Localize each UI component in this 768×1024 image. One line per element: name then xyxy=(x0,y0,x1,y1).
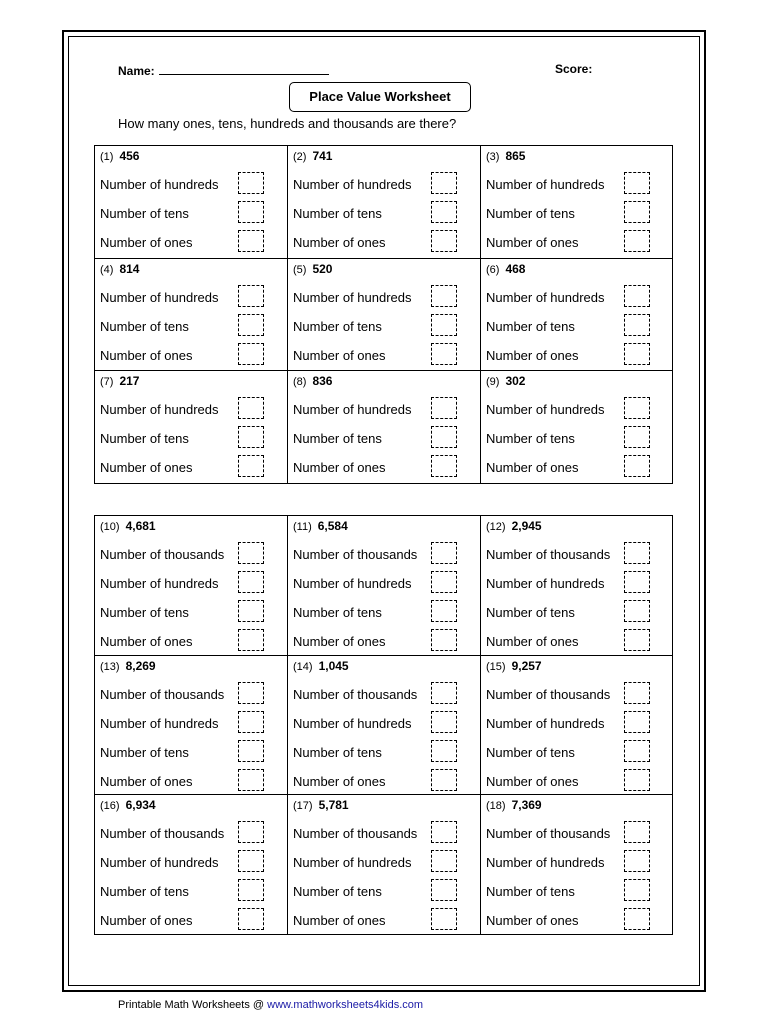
answer-box-tens[interactable] xyxy=(624,201,650,223)
answer-box-ones[interactable] xyxy=(431,908,457,930)
place-label-hundreds: Number of hundreds xyxy=(293,289,412,305)
place-label-tens: Number of tens xyxy=(293,884,382,899)
place-label-tens: Number of tens xyxy=(486,206,575,221)
answer-box-tens[interactable] xyxy=(431,600,457,622)
answer-box-hundreds[interactable] xyxy=(624,850,650,872)
answer-box-thousands[interactable] xyxy=(238,542,264,564)
problem-number: 865 xyxy=(505,149,526,163)
answer-box-ones[interactable] xyxy=(238,908,264,930)
answer-box-thousands[interactable] xyxy=(624,542,650,564)
problem-number: 9,257 xyxy=(511,658,542,673)
problem-cell xyxy=(94,370,288,484)
answer-box-hundreds[interactable] xyxy=(431,711,457,733)
problem-number: 741 xyxy=(312,149,333,163)
answer-box-thousands[interactable] xyxy=(624,821,650,843)
problem-cell xyxy=(480,370,673,484)
place-label-ones: Number of ones xyxy=(293,347,386,363)
answer-box-ones[interactable] xyxy=(238,343,264,365)
problem-cell xyxy=(287,145,481,259)
place-label-hundreds: Number of hundreds xyxy=(100,576,219,591)
answer-box-hundreds[interactable] xyxy=(624,571,650,593)
answer-box-ones[interactable] xyxy=(624,769,650,791)
answer-box-ones[interactable] xyxy=(624,455,650,477)
problem-number: 520 xyxy=(312,261,333,276)
problem-header xyxy=(293,519,348,533)
problem-index: (17) xyxy=(293,800,313,812)
answer-box-tens[interactable] xyxy=(431,314,457,336)
answer-box-ones[interactable] xyxy=(431,343,457,365)
answer-box-ones[interactable] xyxy=(238,230,264,252)
place-label-hundreds: Number of hundreds xyxy=(486,855,605,870)
place-label-ones: Number of ones xyxy=(293,913,386,928)
place-label-ones: Number of ones xyxy=(293,773,386,789)
problem-cell xyxy=(94,655,288,796)
place-label-ones: Number of ones xyxy=(486,913,579,928)
place-label-ones: Number of ones xyxy=(100,913,193,928)
place-label-ones: Number of ones xyxy=(100,235,193,250)
answer-box-ones[interactable] xyxy=(431,769,457,791)
problem-header xyxy=(100,659,156,673)
place-label-thousands: Number of thousands xyxy=(293,686,418,702)
problem-cell xyxy=(287,794,481,935)
problem-number: 217 xyxy=(119,374,140,388)
place-label-hundreds: Number of hundreds xyxy=(486,289,605,305)
problem-header xyxy=(100,374,139,388)
place-label-tens: Number of tens xyxy=(100,884,189,899)
problem-number: 836 xyxy=(312,374,333,388)
problem-index: (6) xyxy=(486,263,500,276)
place-label-thousands: Number of thousands xyxy=(486,547,611,562)
answer-box-tens[interactable] xyxy=(624,314,650,336)
problem-cell xyxy=(287,258,481,372)
problem-index: (2) xyxy=(293,151,307,163)
answer-box-hundreds[interactable] xyxy=(431,172,457,194)
place-label-ones: Number of ones xyxy=(293,460,386,475)
answer-box-tens[interactable] xyxy=(238,201,264,223)
answer-box-ones[interactable] xyxy=(431,455,457,477)
problem-index: (15) xyxy=(486,660,506,673)
place-label-ones: Number of ones xyxy=(293,634,386,649)
answer-box-hundreds[interactable] xyxy=(238,285,264,307)
place-label-hundreds: Number of hundreds xyxy=(486,402,605,417)
place-label-thousands: Number of thousands xyxy=(486,686,611,702)
problem-header xyxy=(100,798,156,812)
footer xyxy=(118,999,423,1011)
answer-box-tens[interactable] xyxy=(238,600,264,622)
answer-box-tens[interactable] xyxy=(431,740,457,762)
problem-header xyxy=(100,262,139,276)
answer-box-tens[interactable] xyxy=(624,740,650,762)
place-label-hundreds: Number of hundreds xyxy=(293,402,412,417)
place-label-tens: Number of tens xyxy=(293,318,382,334)
problem-number: 302 xyxy=(505,374,526,388)
place-label-hundreds: Number of hundreds xyxy=(486,715,605,731)
answer-box-thousands[interactable] xyxy=(238,682,264,704)
answer-box-tens[interactable] xyxy=(624,879,650,901)
place-label-ones: Number of ones xyxy=(100,634,193,649)
place-label-tens: Number of tens xyxy=(100,744,189,760)
problem-index: (3) xyxy=(486,151,500,163)
place-label-hundreds: Number of hundreds xyxy=(100,289,219,305)
problem-index: (14) xyxy=(293,660,313,673)
place-label-thousands: Number of thousands xyxy=(100,826,225,841)
answer-box-ones[interactable] xyxy=(238,629,264,651)
problem-header xyxy=(486,374,525,388)
place-label-hundreds: Number of hundreds xyxy=(486,576,605,591)
problem-index: (16) xyxy=(100,800,120,812)
place-label-tens: Number of tens xyxy=(486,884,575,899)
problem-number: 6,584 xyxy=(317,519,348,533)
place-label-tens: Number of tens xyxy=(100,431,189,446)
problem-header xyxy=(486,519,542,533)
problem-number: 7,369 xyxy=(511,798,542,812)
place-label-thousands: Number of thousands xyxy=(293,547,418,562)
problem-index: (8) xyxy=(293,376,307,388)
problem-index: (18) xyxy=(486,800,506,812)
problem-cell xyxy=(94,145,288,259)
problem-number: 456 xyxy=(119,149,140,163)
answer-box-tens[interactable] xyxy=(431,201,457,223)
answer-box-hundreds[interactable] xyxy=(238,397,264,419)
answer-box-hundreds[interactable] xyxy=(238,172,264,194)
problem-cell xyxy=(480,655,673,796)
problem-cell xyxy=(480,258,673,372)
answer-box-tens[interactable] xyxy=(431,426,457,448)
problem-cell xyxy=(94,794,288,935)
problem-header xyxy=(293,374,332,388)
problem-index: (7) xyxy=(100,376,114,388)
answer-box-thousands[interactable] xyxy=(431,682,457,704)
problem-cell xyxy=(287,655,481,796)
place-label-ones: Number of ones xyxy=(100,460,193,475)
answer-box-ones[interactable] xyxy=(624,343,650,365)
answer-box-ones[interactable] xyxy=(624,908,650,930)
problem-index: (13) xyxy=(100,660,120,673)
score-label: Score: xyxy=(555,62,593,76)
answer-box-ones[interactable] xyxy=(431,629,457,651)
problem-header xyxy=(486,262,525,276)
answer-box-thousands[interactable] xyxy=(238,821,264,843)
answer-box-hundreds[interactable] xyxy=(431,850,457,872)
problem-index: (1) xyxy=(100,151,114,163)
answer-box-tens[interactable] xyxy=(624,600,650,622)
answer-box-thousands[interactable] xyxy=(431,542,457,564)
problem-cell xyxy=(94,258,288,372)
answer-box-ones[interactable] xyxy=(238,769,264,791)
worksheet-title: Place Value Worksheet xyxy=(289,82,471,112)
name-field xyxy=(118,62,329,78)
answer-box-tens[interactable] xyxy=(238,314,264,336)
answer-box-thousands[interactable] xyxy=(624,682,650,704)
answer-box-tens[interactable] xyxy=(431,879,457,901)
problem-number: 8,269 xyxy=(125,658,156,673)
place-label-hundreds: Number of hundreds xyxy=(293,855,412,870)
place-label-tens: Number of tens xyxy=(486,744,575,760)
problem-number: 6,934 xyxy=(125,798,156,812)
problem-header xyxy=(486,149,525,163)
place-label-ones: Number of ones xyxy=(486,634,579,649)
answer-box-hundreds[interactable] xyxy=(624,711,650,733)
place-label-ones: Number of ones xyxy=(486,460,579,475)
place-label-thousands: Number of thousands xyxy=(100,547,225,562)
problem-cell xyxy=(480,515,673,656)
answer-box-thousands[interactable] xyxy=(431,821,457,843)
answer-box-tens[interactable] xyxy=(624,426,650,448)
problem-index: (4) xyxy=(100,263,114,276)
place-label-tens: Number of tens xyxy=(486,431,575,446)
footer-prefix: Printable Math Worksheets @ xyxy=(118,999,268,1011)
problem-index: (9) xyxy=(486,376,500,388)
answer-box-hundreds[interactable] xyxy=(431,285,457,307)
problem-header xyxy=(100,149,139,163)
place-label-ones: Number of ones xyxy=(100,773,193,789)
place-label-tens: Number of tens xyxy=(293,744,382,760)
problem-cell xyxy=(480,145,673,259)
place-label-tens: Number of tens xyxy=(486,318,575,334)
problem-number: 4,681 xyxy=(125,519,156,533)
answer-box-ones[interactable] xyxy=(238,455,264,477)
problem-header xyxy=(486,798,542,812)
place-label-ones: Number of ones xyxy=(486,235,579,250)
problem-index: (10) xyxy=(100,521,120,533)
answer-box-hundreds[interactable] xyxy=(238,850,264,872)
problem-cell xyxy=(287,370,481,484)
problem-number: 2,945 xyxy=(511,519,542,533)
place-label-ones: Number of ones xyxy=(486,773,579,789)
place-label-tens: Number of tens xyxy=(293,206,382,221)
place-label-tens: Number of tens xyxy=(486,605,575,620)
problem-index: (12) xyxy=(486,521,506,533)
problem-index: (11) xyxy=(293,521,312,533)
place-label-hundreds: Number of hundreds xyxy=(486,177,605,192)
answer-box-hundreds[interactable] xyxy=(238,711,264,733)
instruction-text: How many ones, tens, hundreds and thousands are there? xyxy=(118,116,457,131)
answer-box-ones[interactable] xyxy=(431,230,457,252)
problem-cell xyxy=(480,794,673,935)
name-label: Name: xyxy=(118,64,155,78)
place-label-hundreds: Number of hundreds xyxy=(100,402,219,417)
place-label-hundreds: Number of hundreds xyxy=(100,855,219,870)
problem-header xyxy=(293,262,332,276)
place-label-tens: Number of tens xyxy=(100,318,189,334)
place-label-ones: Number of ones xyxy=(293,235,386,250)
answer-box-hundreds[interactable] xyxy=(624,397,650,419)
problem-number: 814 xyxy=(119,261,140,276)
place-label-thousands: Number of thousands xyxy=(486,826,611,841)
problem-header xyxy=(293,149,332,163)
footer-link[interactable]: www.mathworksheets4kids.com xyxy=(267,999,424,1011)
place-label-thousands: Number of thousands xyxy=(100,686,225,702)
place-label-tens: Number of tens xyxy=(293,431,382,446)
answer-box-hundreds[interactable] xyxy=(431,571,457,593)
place-label-hundreds: Number of hundreds xyxy=(293,715,412,731)
answer-box-tens[interactable] xyxy=(238,879,264,901)
answer-box-hundreds[interactable] xyxy=(624,285,650,307)
place-label-thousands: Number of thousands xyxy=(293,826,418,841)
answer-box-ones[interactable] xyxy=(624,230,650,252)
problem-header xyxy=(486,659,542,673)
place-label-tens: Number of tens xyxy=(100,206,189,221)
answer-box-hundreds[interactable] xyxy=(624,172,650,194)
place-label-tens: Number of tens xyxy=(293,605,382,620)
place-label-ones: Number of ones xyxy=(100,347,193,363)
name-line[interactable] xyxy=(159,62,329,75)
problem-header xyxy=(293,798,349,812)
problem-number: 5,781 xyxy=(318,798,349,812)
problem-cell xyxy=(94,515,288,656)
place-label-hundreds: Number of hundreds xyxy=(100,715,219,731)
problem-number: 1,045 xyxy=(318,658,349,673)
place-label-hundreds: Number of hundreds xyxy=(100,177,219,192)
problem-cell xyxy=(287,515,481,656)
problem-header xyxy=(293,659,349,673)
place-label-tens: Number of tens xyxy=(100,605,189,620)
problem-header xyxy=(100,519,156,533)
place-label-ones: Number of ones xyxy=(486,347,579,363)
place-label-hundreds: Number of hundreds xyxy=(293,576,412,591)
answer-box-tens[interactable] xyxy=(238,426,264,448)
answer-box-hundreds[interactable] xyxy=(431,397,457,419)
place-label-hundreds: Number of hundreds xyxy=(293,177,412,192)
answer-box-ones[interactable] xyxy=(624,629,650,651)
problem-index: (5) xyxy=(293,263,307,276)
answer-box-hundreds[interactable] xyxy=(238,571,264,593)
problem-number: 468 xyxy=(505,261,526,276)
answer-box-tens[interactable] xyxy=(238,740,264,762)
